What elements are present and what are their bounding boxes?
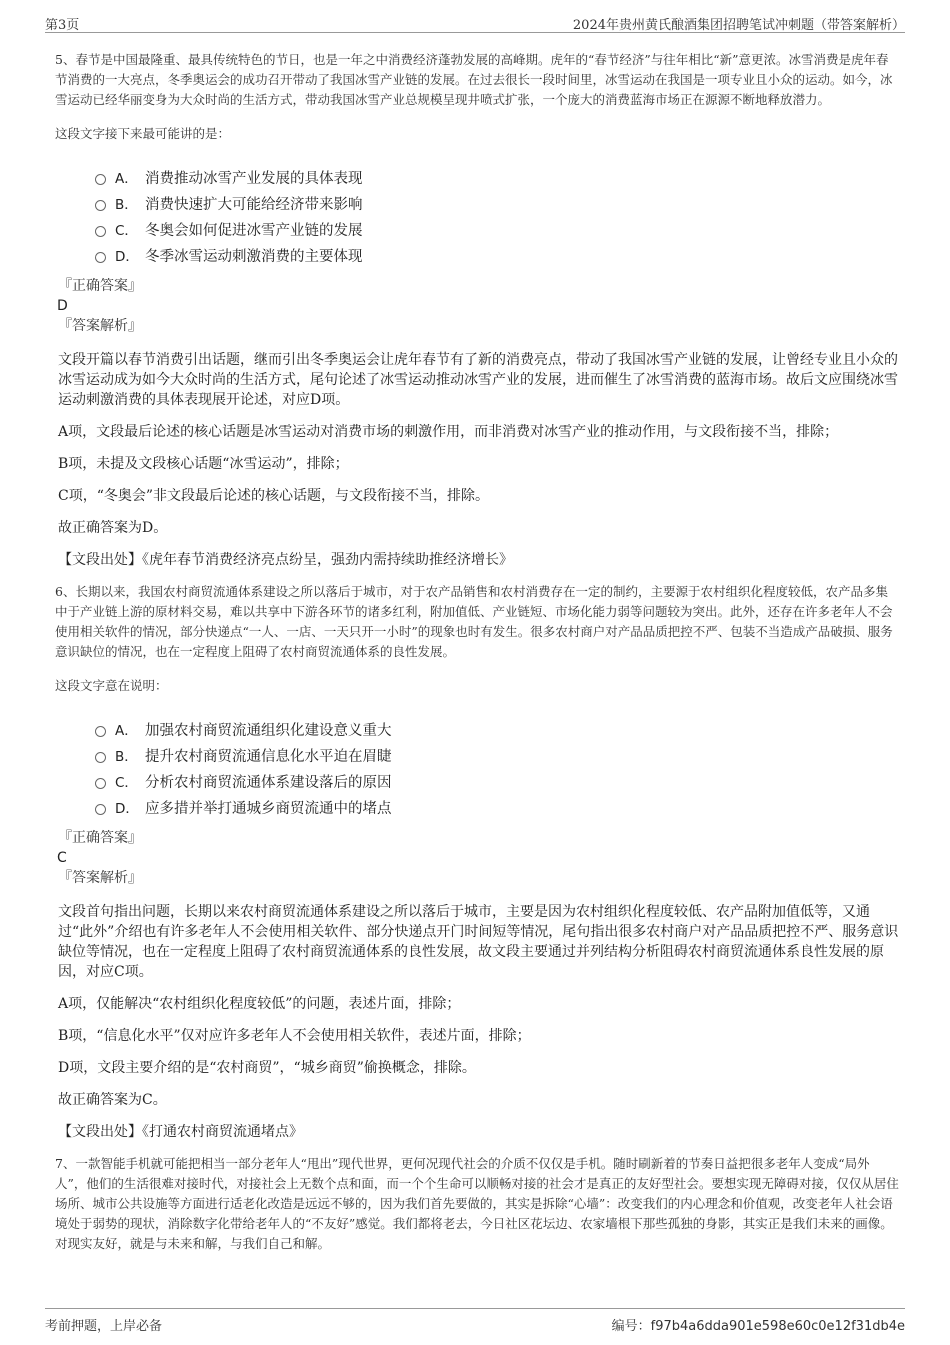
question-5-options	[95, 164, 900, 268]
analysis-paragraph: C项，“冬奥会”非文段最后论述的核心话题，与文段衔接不当，排除。	[58, 488, 490, 504]
radio-icon[interactable]	[95, 174, 106, 185]
radio-icon[interactable]	[95, 726, 106, 737]
option-text: 冬奥会如何促进冰雪产业链的发展	[145, 222, 363, 239]
analysis-paragraph: 文段首句指出问题，长期以来农村商贸流通体系建设之所以落后于城市，主要是因为农村组织化程度较低、农产品附加值低等，又通过“此外”介绍也有许多老年人不会使用相关软件、部分快递点开门时间短等情况，尾句指出很多农村商户对产品品质把控不严、服务意识缺位等情况，也在一定程度上阻碍了农村商贸流通体系的良性发展，故文段主要通过并列结构分析阻碍农村商贸流通体系良性发展的原因，对应C项。	[58, 904, 899, 980]
radio-icon[interactable]	[95, 752, 106, 763]
page-footer	[45, 1308, 905, 1335]
option-text: 冬季冰雪运动刺激消费的主要体现	[145, 248, 363, 265]
question-7	[55, 1154, 900, 1254]
option-letter: D．	[115, 801, 139, 817]
radio-icon[interactable]	[95, 200, 106, 211]
radio-icon[interactable]	[95, 804, 106, 815]
correct-answer-label: 『正确答案』	[58, 830, 142, 846]
option-text: 消费推动冰雪产业发展的具体表现	[145, 170, 363, 187]
option-a[interactable]	[95, 716, 900, 742]
option-c[interactable]	[95, 216, 900, 242]
code-label: 编号：	[611, 1319, 651, 1334]
analysis-paragraph: A项，文段最后论述的核心话题是冰雪运动对消费市场的刺激作用，而非消费对冰雪产业的推动作用，与文段衔接不当，排除；	[58, 424, 839, 440]
option-text: 加强农村商贸流通组织化建设意义重大	[145, 722, 392, 739]
question-6	[55, 582, 900, 1142]
option-text: 提升农村商贸流通信息化水平迫在眉睫	[145, 748, 392, 765]
document-code	[612, 1315, 905, 1334]
option-c[interactable]	[95, 768, 900, 794]
analysis-paragraph: 故正确答案为C。	[58, 1092, 167, 1108]
answer-analysis	[58, 350, 900, 538]
document-title: 2024年贵州黄氏酿酒集团招聘笔试冲刺题（带答案解析）	[572, 18, 905, 33]
passage-source: 【文段出处】《虎年春节消费经济亮点纷呈，强劲内需持续助推经济增长》	[58, 552, 513, 568]
page-number: 第3页	[45, 18, 80, 33]
correct-answer-label: 『正确答案』	[58, 278, 142, 294]
option-letter: B．	[115, 197, 138, 213]
passage-source: 【文段出处】《打通农村商贸流通堵点》	[58, 1124, 303, 1140]
analysis-paragraph: 文段开篇以春节消费引出话题，继而引出冬季奥运会让虎年春节有了新的消费亮点，带动了我国冰雪产业链的发展，让曾经专业且小众的冰雪运动成为如今大众时尚的生活方式，尾句论述了冰雪运动推动冰雪产业的发展，进而催生了冰雪消费的蓝海市场。故后文应围绕冰雪运动刺激消费的具体表现展开论述，对应D项。	[58, 352, 898, 408]
analysis-paragraph: B项，“信息化水平”仅对应许多老年人不会使用相关软件，表述片面，排除；	[58, 1028, 531, 1044]
document-content	[55, 50, 900, 1268]
analysis-paragraph: A项，仅能解决“农村组织化程度较低”的问题，表述片面，排除；	[58, 996, 461, 1012]
radio-icon[interactable]	[95, 252, 106, 263]
question-7-stem: 7、一款智能手机就可能把相当一部分老年人“甩出”现代世界，更何况现代社会的介质不仅仅是手机。随时刷新着的节奏日益把很多老年人变成“局外人”，他们的生活很难对接时代，对接社会上无数个点和面，而一个个生命可以顺畅对接的社会才是真正的友好型社会。要想实现无障碍对接，仅仅从居住场所、城市公共设施等方面进行适老化改造是远远不够的，因为我们首先要做的，其实是拆除“心墙”：改变我们的内心理念和价值观，改变老年人社会语境处于弱势的现状，消除数字化带给老年人的“不友好”感觉。我们都将老去，今日社区花坛边、农家墙根下那些孤独的身影，其实正是我们未来的画像。对现实友好，就是与未来和解，与我们自己和解。	[55, 1156, 899, 1251]
option-b[interactable]	[95, 190, 900, 216]
question-6-options	[95, 716, 900, 820]
analysis-label: 『答案解析』	[58, 318, 142, 334]
question-6-stem: 6、长期以来，我国农村商贸流通体系建设之所以落后于城市，对于农产品销售和农村消费存在一定的制约，主要源于农村组织化程度较低，农产品多集中于产业链上游的原材料交易，难以共享中下游各环节的诸多红利，附加值低、产业链短、市场化能力弱等问题较为突出。此外，还存在许多老年人不会使用相关软件的情况，部分快递点“一人、一店、一天只开一小时”的现象也时有发生。很多农村商户对产品品质把控不严、包装不当造成产品破损、服务意识缺位的情况，也在一定程度上阻碍了农村商贸流通体系的良性发展。	[55, 584, 893, 659]
question-5-prompt: 这段文字接下来最可能讲的是：	[55, 126, 231, 141]
analysis-paragraph: B项，未提及文段核心话题“冰雪运动”，排除；	[58, 456, 349, 472]
footer-slogan: 考前押题，上岸必备	[45, 1319, 163, 1334]
option-a[interactable]	[95, 164, 900, 190]
option-b[interactable]	[95, 742, 900, 768]
option-text: 应多措并举打通城乡商贸流通中的堵点	[145, 800, 392, 817]
option-letter: A．	[115, 171, 138, 187]
option-letter: D．	[115, 249, 139, 265]
correct-answer: D	[57, 298, 68, 314]
code-value: f97b4a6dda901e598e60c0e12f31db4e	[650, 1319, 905, 1334]
option-letter: B．	[115, 749, 138, 765]
option-letter: C．	[115, 223, 138, 239]
option-letter: C．	[115, 775, 138, 791]
correct-answer: C	[57, 850, 67, 866]
option-text: 分析农村商贸流通体系建设落后的原因	[145, 774, 392, 791]
question-5	[55, 50, 900, 570]
radio-icon[interactable]	[95, 778, 106, 789]
option-d[interactable]	[95, 794, 900, 820]
question-6-prompt: 这段文字意在说明：	[55, 678, 168, 693]
option-text: 消费快速扩大可能给经济带来影响	[145, 196, 363, 213]
option-letter: A．	[115, 723, 138, 739]
question-5-stem: 5、春节是中国最隆重、最具传统特色的节日，也是一年之中消费经济蓬勃发展的高峰期。虎年的“春节经济”与往年相比“新”意更浓。冰雪消费是虎年春节消费的一大亮点，冬季奥运会的成功召开带动了我国冰雪产业链的发展。在过去很长一段时间里，冰雪运动在我国是一项专业且小众的运动。如今，冰雪运动已经华丽变身为大众时尚的生活方式，带动我国冰雪产业总规模呈现井喷式扩张，一个庞大的消费蓝海市场正在源源不断地释放潜力。	[55, 52, 893, 107]
answer-analysis	[58, 902, 900, 1110]
page-header	[45, 12, 905, 33]
analysis-label: 『答案解析』	[58, 870, 142, 886]
option-d[interactable]	[95, 242, 900, 268]
radio-icon[interactable]	[95, 226, 106, 237]
analysis-paragraph: 故正确答案为D。	[58, 520, 168, 536]
analysis-paragraph: D项，文段主要介绍的是“农村商贸”，“城乡商贸”偷换概念，排除。	[58, 1060, 476, 1076]
